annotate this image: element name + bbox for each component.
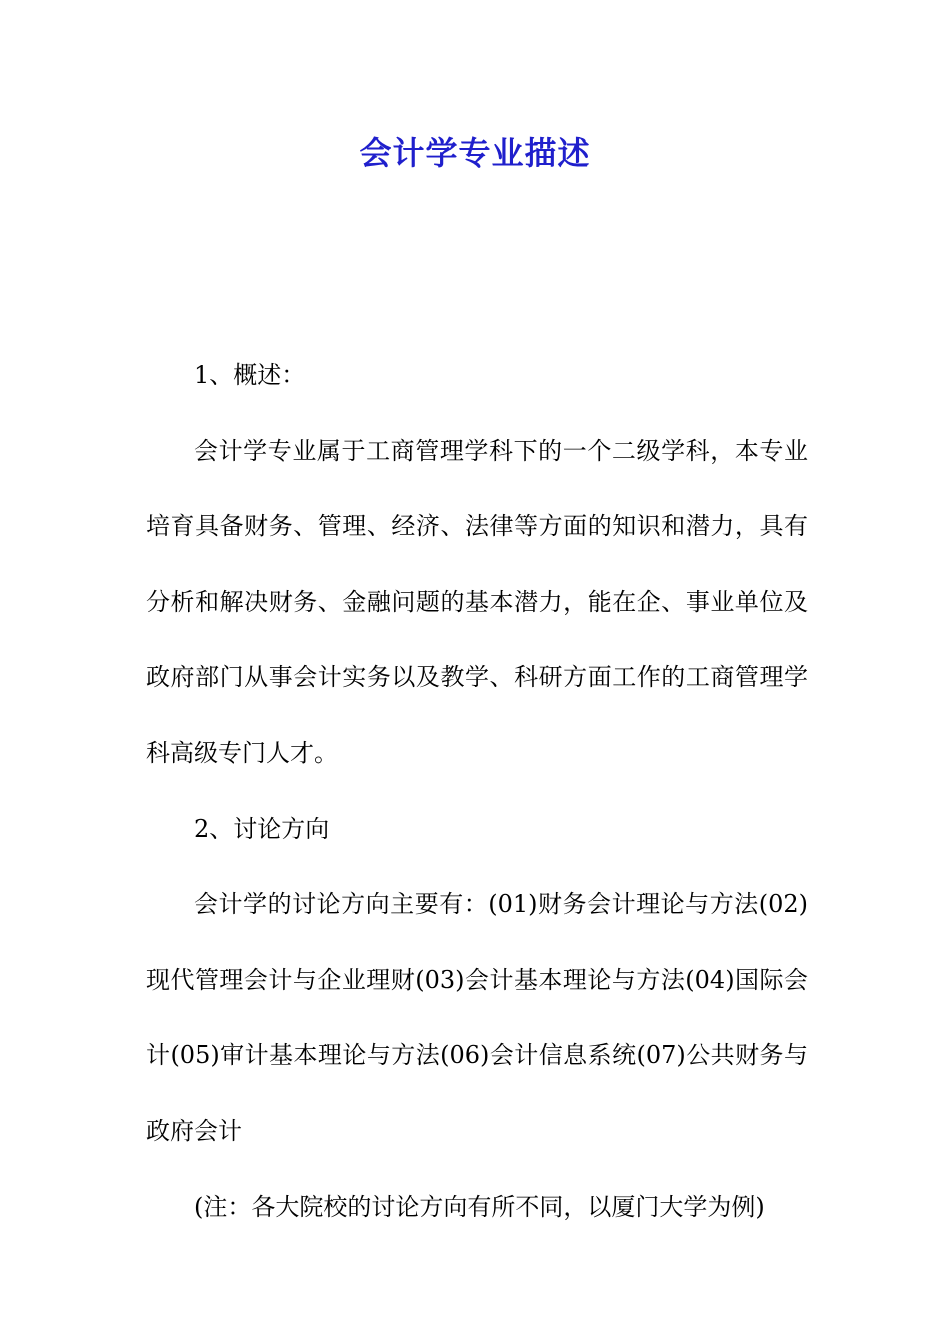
document-body [146, 338, 808, 1245]
overview-paragraph: 会计学专业属于工商管理学科下的一个二级学科，本专业培育具备财务、管理、经济、法律等方面的知识和潜力，具有分析和解决财务、金融问题的基本潜力，能在企、事业单位及政府部门从事会计实务以及教学、科研方面工作的工商管理学科高级专门人才。 [146, 436, 808, 767]
research-directions-paragraph: 会计学的讨论方向主要有：(01)财务会计理论与方法(02)现代管理会计与企业理财(03)会计基本理论与方法(04)国际会计(05)审计基本理论与方法(06)会计信息系统(07)公共财务与政府会计 [146, 890, 808, 1145]
section-heading-overview: 1、概述： [194, 361, 306, 389]
note-paragraph: (注：各大院校的讨论方向有所不同，以厦门大学为例) [194, 1192, 765, 1221]
section-heading-research-directions: 2、讨论方向 [194, 814, 330, 843]
document-title: 会计学专业描述 [359, 134, 591, 172]
